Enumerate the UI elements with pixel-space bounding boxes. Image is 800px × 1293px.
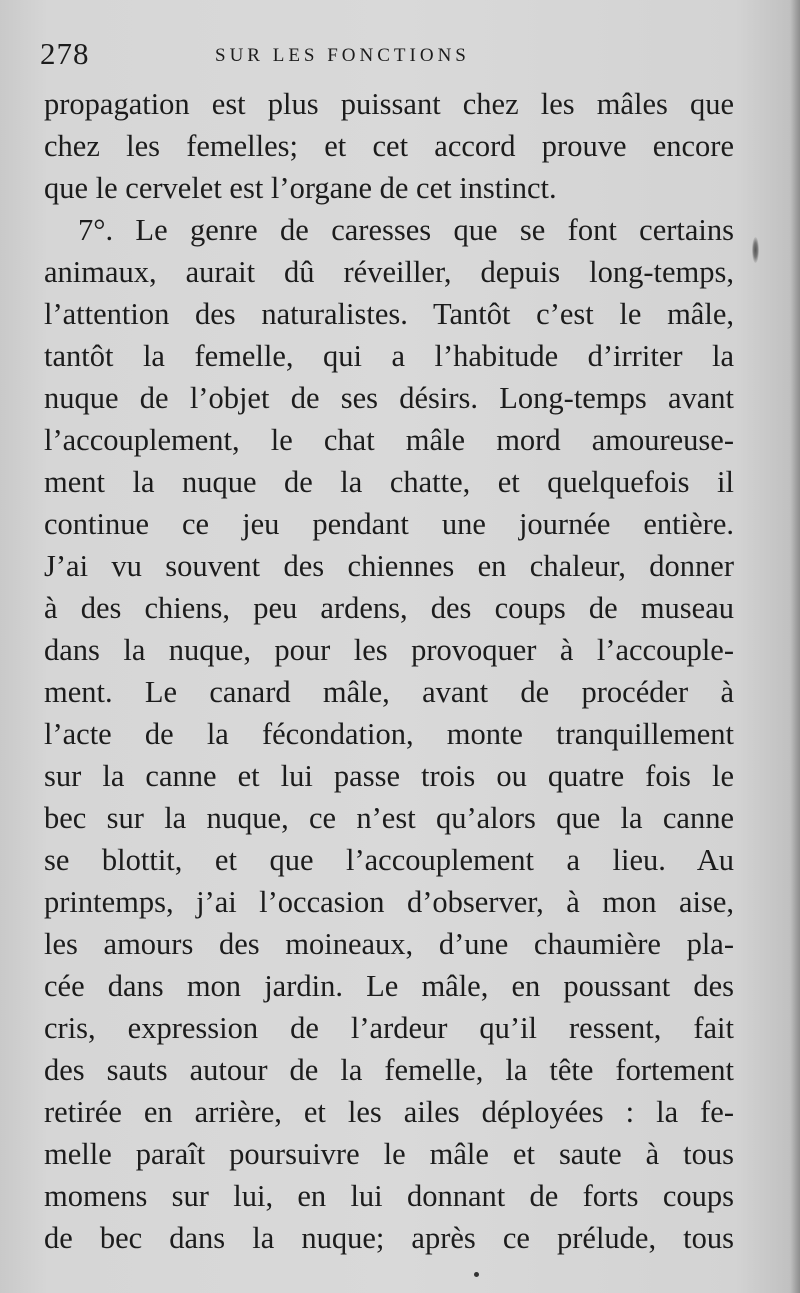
text-line: propagation est plus puissant chez les mâles que	[44, 87, 734, 121]
text-line: melle paraît poursuivre le mâle et saute à tous	[44, 1137, 734, 1171]
text-line: ment la nuque de la chatte, et quelquefois il	[44, 465, 734, 499]
text-line: à des chiens, peu ardens, des coups de museau	[44, 591, 734, 625]
text-line: bec sur la nuque, ce n’est qu’alors que la canne	[44, 801, 734, 835]
text-line: animaux, aurait dû réveiller, depuis long-temps,	[44, 255, 734, 289]
text-line: dans la nuque, pour les provoquer à l’accouple-	[44, 633, 734, 667]
text-line: se blottit, et que l’accouplement a lieu. Au	[44, 843, 734, 877]
printer-mark	[474, 1272, 479, 1277]
text-line: l’acte de la fécondation, monte tranquillement	[44, 717, 734, 751]
page-number: 278	[40, 36, 90, 71]
page-edge-shadow	[790, 0, 800, 1293]
text-line: les amours des moineaux, d’une chaumière pla-	[44, 927, 734, 961]
text-line: momens sur lui, en lui donnant de forts coups	[44, 1179, 734, 1213]
text-line: retirée en arrière, et les ailes déployées : la fe-	[44, 1095, 734, 1129]
text-line: que le cervelet est l’organe de cet instinct.	[44, 171, 557, 205]
text-line: l’accouplement, le chat mâle mord amoureuse-	[44, 423, 734, 457]
text-line: tantôt la femelle, qui a l’habitude d’irriter la	[44, 339, 734, 373]
text-line: des sauts autour de la femelle, la tête fortement	[44, 1053, 734, 1087]
text-line: ment. Le canard mâle, avant de procéder à	[44, 675, 734, 709]
text-line: J’ai vu souvent des chiennes en chaleur, donner	[44, 549, 734, 583]
body-text	[44, 83, 734, 1259]
text-line: 7°. Le genre de caresses que se font certains	[78, 213, 734, 247]
text-line: chez les femelles; et cet accord prouve encore	[44, 129, 734, 163]
text-line: nuque de l’objet de ses désirs. Long-temps avant	[44, 381, 734, 415]
text-line: continue ce jeu pendant une journée entière.	[44, 507, 734, 541]
text-line: de bec dans la nuque; après ce prélude, tous	[44, 1221, 734, 1255]
page-header	[40, 36, 740, 76]
text-line: l’attention des naturalistes. Tantôt c’est le mâle,	[44, 297, 734, 331]
text-line: printemps, j’ai l’occasion d’observer, à mon aise,	[44, 885, 734, 919]
text-line: cris, expression de l’ardeur qu’il ressent, fait	[44, 1011, 734, 1045]
running-head: SUR LES FONCTIONS	[215, 45, 470, 66]
text-line: cée dans mon jardin. Le mâle, en poussant des	[44, 969, 734, 1003]
paper-speck	[752, 237, 759, 263]
text-line: sur la canne et lui passe trois ou quatre fois le	[44, 759, 734, 793]
